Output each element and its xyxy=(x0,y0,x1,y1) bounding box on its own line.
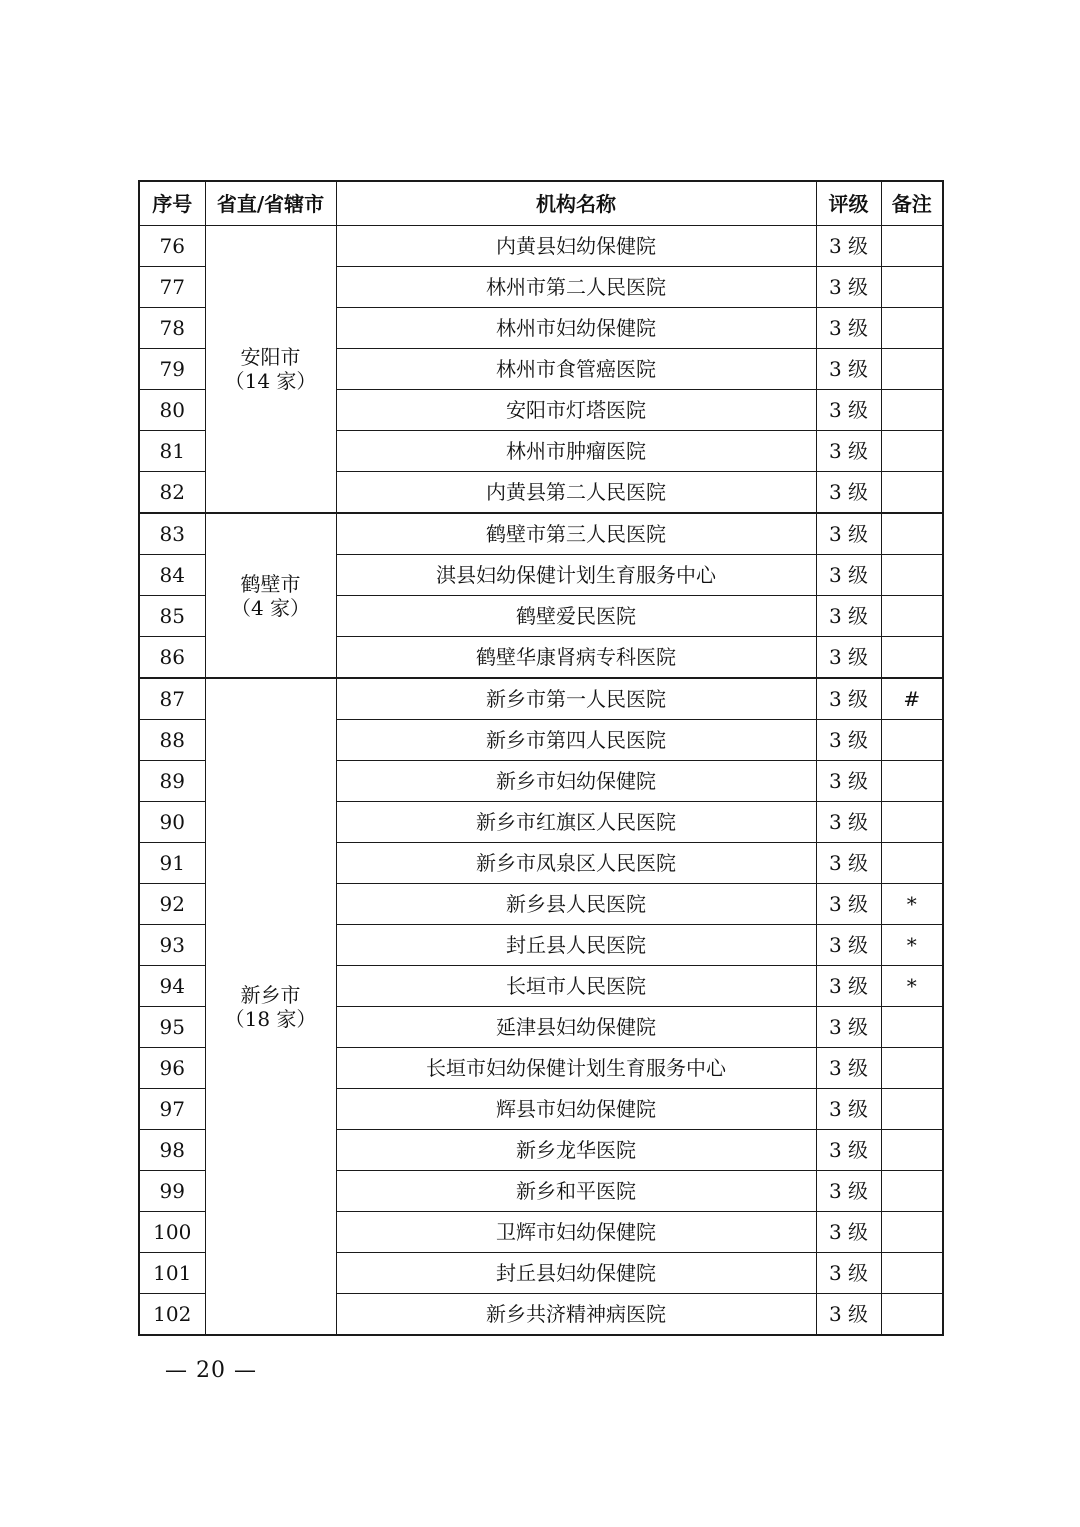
cell-grade: 3 级 xyxy=(816,308,881,349)
page-number: — 20 — xyxy=(165,1358,257,1383)
cell-note: * xyxy=(881,925,943,966)
cell-institution-name: 内黄县妇幼保健院 xyxy=(336,226,816,267)
cell-grade: 3 级 xyxy=(816,884,881,925)
cell-seq: 80 xyxy=(139,390,205,431)
cell-grade: 3 级 xyxy=(816,925,881,966)
cell-seq: 88 xyxy=(139,720,205,761)
cell-grade: 3 级 xyxy=(816,513,881,555)
cell-note xyxy=(881,1171,943,1212)
cell-institution-name: 封丘县人民医院 xyxy=(336,925,816,966)
table-body xyxy=(139,226,943,1336)
table-row xyxy=(139,678,943,720)
cell-note xyxy=(881,1294,943,1336)
cell-grade: 3 级 xyxy=(816,637,881,679)
cell-institution-name: 长垣市妇幼保健计划生育服务中心 xyxy=(336,1048,816,1089)
cell-note xyxy=(881,1007,943,1048)
cell-grade: 3 级 xyxy=(816,472,881,514)
cell-note xyxy=(881,431,943,472)
cell-institution-name: 新乡市第四人民医院 xyxy=(336,720,816,761)
cell-grade: 3 级 xyxy=(816,1089,881,1130)
header-city: 省直/省辖市 xyxy=(205,181,336,226)
cell-seq: 98 xyxy=(139,1130,205,1171)
cell-note xyxy=(881,349,943,390)
cell-note xyxy=(881,761,943,802)
cell-note xyxy=(881,226,943,267)
cell-grade: 3 级 xyxy=(816,678,881,720)
cell-institution-name: 新乡市凤泉区人民医院 xyxy=(336,843,816,884)
cell-institution-name: 封丘县妇幼保健院 xyxy=(336,1253,816,1294)
cell-grade: 3 级 xyxy=(816,843,881,884)
cell-note xyxy=(881,1130,943,1171)
cell-grade: 3 级 xyxy=(816,349,881,390)
cell-grade: 3 级 xyxy=(816,720,881,761)
cell-city xyxy=(205,226,336,514)
cell-seq: 94 xyxy=(139,966,205,1007)
cell-institution-name: 新乡和平医院 xyxy=(336,1171,816,1212)
cell-seq: 86 xyxy=(139,637,205,679)
cell-seq: 78 xyxy=(139,308,205,349)
cell-institution-name: 鹤壁市第三人民医院 xyxy=(336,513,816,555)
cell-note xyxy=(881,843,943,884)
cell-grade: 3 级 xyxy=(816,966,881,1007)
cell-seq: 85 xyxy=(139,596,205,637)
cell-seq: 101 xyxy=(139,1253,205,1294)
cell-seq: 95 xyxy=(139,1007,205,1048)
cell-grade: 3 级 xyxy=(816,226,881,267)
cell-seq: 76 xyxy=(139,226,205,267)
cell-note xyxy=(881,1089,943,1130)
cell-grade: 3 级 xyxy=(816,555,881,596)
cell-institution-name: 新乡市第一人民医院 xyxy=(336,678,816,720)
cell-institution-name: 淇县妇幼保健计划生育服务中心 xyxy=(336,555,816,596)
cell-note xyxy=(881,1212,943,1253)
city-count: （14 家） xyxy=(224,369,317,393)
cell-institution-name: 长垣市人民医院 xyxy=(336,966,816,1007)
cell-note xyxy=(881,1048,943,1089)
cell-seq: 96 xyxy=(139,1048,205,1089)
cell-institution-name: 鹤壁华康肾病专科医院 xyxy=(336,637,816,679)
cell-seq: 83 xyxy=(139,513,205,555)
cell-seq: 102 xyxy=(139,1294,205,1336)
cell-seq: 84 xyxy=(139,555,205,596)
cell-seq: 97 xyxy=(139,1089,205,1130)
table-header-row xyxy=(139,181,943,226)
cell-note: # xyxy=(881,678,943,720)
cell-note xyxy=(881,1253,943,1294)
cell-grade: 3 级 xyxy=(816,1048,881,1089)
cell-institution-name: 内黄县第二人民医院 xyxy=(336,472,816,514)
header-institution-name: 机构名称 xyxy=(336,181,816,226)
cell-note xyxy=(881,555,943,596)
cell-institution-name: 安阳市灯塔医院 xyxy=(336,390,816,431)
institution-table xyxy=(138,180,944,1336)
cell-grade: 3 级 xyxy=(816,802,881,843)
cell-note xyxy=(881,802,943,843)
city-count: （18 家） xyxy=(224,1006,317,1031)
header-seq: 序号 xyxy=(139,181,205,226)
city-count: （4 家） xyxy=(230,595,311,620)
cell-note xyxy=(881,513,943,555)
cell-note xyxy=(881,596,943,637)
cell-institution-name: 鹤壁爱民医院 xyxy=(336,596,816,637)
cell-grade: 3 级 xyxy=(816,431,881,472)
cell-institution-name: 辉县市妇幼保健院 xyxy=(336,1089,816,1130)
cell-institution-name: 新乡市妇幼保健院 xyxy=(336,761,816,802)
cell-grade: 3 级 xyxy=(816,390,881,431)
header-note: 备注 xyxy=(881,181,943,226)
cell-institution-name: 林州市妇幼保健院 xyxy=(336,308,816,349)
cell-grade: 3 级 xyxy=(816,1130,881,1171)
cell-seq: 93 xyxy=(139,925,205,966)
cell-grade: 3 级 xyxy=(816,1171,881,1212)
cell-city xyxy=(205,678,336,1335)
city-name: 新乡市 xyxy=(240,982,301,1007)
cell-institution-name: 林州市食管癌医院 xyxy=(336,349,816,390)
cell-note: * xyxy=(881,884,943,925)
cell-seq: 82 xyxy=(139,472,205,514)
cell-seq: 92 xyxy=(139,884,205,925)
cell-grade: 3 级 xyxy=(816,1294,881,1336)
cell-city xyxy=(205,513,336,678)
cell-note xyxy=(881,308,943,349)
cell-seq: 91 xyxy=(139,843,205,884)
cell-note xyxy=(881,637,943,679)
cell-note xyxy=(881,472,943,514)
cell-institution-name: 新乡市红旗区人民医院 xyxy=(336,802,816,843)
cell-grade: 3 级 xyxy=(816,267,881,308)
cell-note xyxy=(881,267,943,308)
cell-seq: 77 xyxy=(139,267,205,308)
cell-seq: 81 xyxy=(139,431,205,472)
cell-grade: 3 级 xyxy=(816,1212,881,1253)
city-name: 鹤壁市 xyxy=(240,571,301,596)
cell-seq: 90 xyxy=(139,802,205,843)
cell-institution-name: 新乡龙华医院 xyxy=(336,1130,816,1171)
cell-seq: 87 xyxy=(139,678,205,720)
cell-seq: 100 xyxy=(139,1212,205,1253)
table-row xyxy=(139,226,943,267)
cell-note xyxy=(881,720,943,761)
cell-note: * xyxy=(881,966,943,1007)
cell-institution-name: 林州市肿瘤医院 xyxy=(336,431,816,472)
table-row xyxy=(139,513,943,555)
cell-institution-name: 延津县妇幼保健院 xyxy=(336,1007,816,1048)
cell-grade: 3 级 xyxy=(816,1253,881,1294)
cell-grade: 3 级 xyxy=(816,1007,881,1048)
cell-seq: 89 xyxy=(139,761,205,802)
city-name: 安阳市 xyxy=(240,345,301,369)
cell-institution-name: 林州市第二人民医院 xyxy=(336,267,816,308)
cell-grade: 3 级 xyxy=(816,596,881,637)
cell-seq: 99 xyxy=(139,1171,205,1212)
cell-seq: 79 xyxy=(139,349,205,390)
cell-institution-name: 新乡共济精神病医院 xyxy=(336,1294,816,1336)
header-grade: 评级 xyxy=(816,181,881,226)
cell-institution-name: 卫辉市妇幼保健院 xyxy=(336,1212,816,1253)
cell-institution-name: 新乡县人民医院 xyxy=(336,884,816,925)
cell-note xyxy=(881,390,943,431)
cell-grade: 3 级 xyxy=(816,761,881,802)
